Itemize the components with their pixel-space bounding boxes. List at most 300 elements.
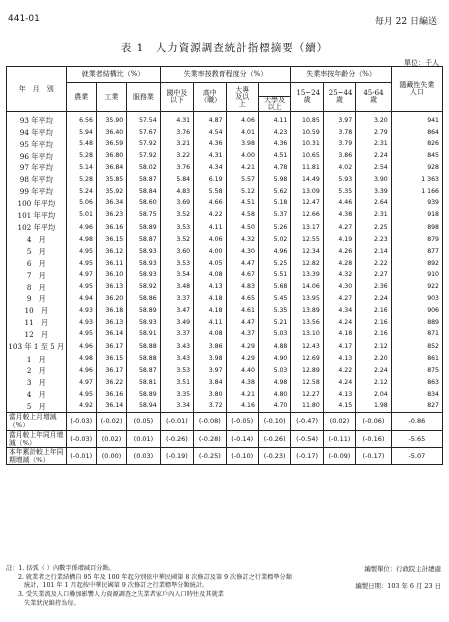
- change-cell: (0.05): [127, 413, 160, 430]
- table-cell: 3.97: [194, 365, 226, 377]
- table-cell: 4.00: [226, 150, 258, 162]
- table-cell: 4.31: [194, 150, 226, 162]
- table-cell: 2.27: [356, 270, 392, 282]
- table-cell: 4.95: [66, 246, 96, 258]
- change-cell: (-0.03): [66, 413, 96, 430]
- table-cell: 3.76: [160, 127, 193, 139]
- table-row: [7, 293, 443, 305]
- table-cell: 4.47: [226, 258, 258, 270]
- table-row: [7, 209, 443, 221]
- table-cell: 58.89: [127, 389, 160, 401]
- change-cell: (-0.11): [323, 430, 355, 447]
- change-cell: (-0.14): [226, 430, 258, 447]
- header-agriculture: 農業: [66, 83, 96, 112]
- change-row-label: 當月較上月增減（%）: [7, 413, 67, 430]
- header-univ-blank: [258, 83, 290, 97]
- table-cell: 10.31: [291, 139, 323, 151]
- table-cell: 4.30: [226, 246, 258, 258]
- change-cell: (-0.03): [66, 430, 96, 447]
- table-cell: 3.51: [160, 377, 193, 389]
- table-cell: 4.19: [323, 234, 355, 246]
- table-cell: 3.34: [160, 401, 193, 413]
- table-cell: 3.86: [323, 150, 355, 162]
- row-label: 97 年平均: [7, 162, 67, 174]
- table-cell: 2.25: [356, 221, 392, 234]
- table-cell: 4.90: [258, 353, 290, 365]
- table-cell: 2.64: [356, 198, 392, 210]
- table-cell: 36.13: [96, 317, 126, 329]
- table-cell: 4.34: [194, 162, 226, 174]
- table-cell: 4.26: [323, 246, 355, 258]
- table-cell: 36.14: [96, 329, 126, 341]
- table-cell: 2.16: [356, 305, 392, 317]
- table-cell: 4.02: [323, 162, 355, 174]
- table-cell: 36.10: [96, 270, 126, 282]
- table-cell: 3.39: [356, 186, 392, 198]
- table-cell: 5.68: [258, 281, 290, 293]
- table-cell: 57.67: [127, 127, 160, 139]
- table-row: [7, 127, 443, 139]
- table-cell: 2.12: [356, 377, 392, 389]
- row-label: 103 年 1 至 5 月: [7, 340, 67, 353]
- row-label: 4 月: [7, 234, 67, 246]
- table-cell: 2.31: [356, 209, 392, 221]
- table-cell: 6.19: [194, 174, 226, 186]
- table-cell: 5.58: [194, 186, 226, 198]
- row-label: 11 月: [7, 317, 67, 329]
- table-cell: 3.84: [194, 377, 226, 389]
- change-cell: (-0.10): [226, 447, 258, 464]
- statistics-table: [6, 66, 443, 465]
- table-cell: 5.25: [258, 258, 290, 270]
- table-cell: 922: [391, 281, 442, 293]
- table-cell: 36.20: [96, 293, 126, 305]
- table-cell: 58.88: [127, 340, 160, 353]
- change-cell: (-0.16): [356, 430, 392, 447]
- table-cell: 3.43: [160, 340, 193, 353]
- table-cell: 5.35: [258, 305, 290, 317]
- row-label: 3 月: [7, 377, 67, 389]
- table-cell: 4.96: [66, 340, 96, 353]
- table-cell: 2.04: [356, 389, 392, 401]
- table-cell: 4.36: [194, 139, 226, 151]
- table-cell: 4.50: [226, 221, 258, 234]
- table-cell: 906: [391, 305, 442, 317]
- row-label: 102 年平均: [7, 221, 67, 234]
- table-cell: 58.86: [127, 293, 160, 305]
- table-cell: 871: [391, 329, 442, 341]
- header-university: 大學及以上: [258, 97, 290, 112]
- table-cell: 5.03: [258, 329, 290, 341]
- table-cell: 4.11: [194, 221, 226, 234]
- compiler-info: [355, 565, 441, 591]
- table-cell: 4.95: [66, 389, 96, 401]
- table-cell: 4.11: [194, 317, 226, 329]
- change-cell: -5.07: [391, 447, 442, 464]
- change-row-label: 當月較上年同月增減（%）: [7, 430, 67, 447]
- table-cell: 4.80: [258, 389, 290, 401]
- table-cell: 5.03: [258, 365, 290, 377]
- table-cell: 3.90: [356, 174, 392, 186]
- change-cell: (-0.02): [96, 413, 126, 430]
- table-cell: 4.17: [323, 340, 355, 353]
- table-cell: 4.13: [194, 281, 226, 293]
- table-row: [7, 317, 443, 329]
- table-cell: 58.92: [127, 281, 160, 293]
- table-cell: 4.15: [323, 401, 355, 413]
- table-cell: 4.18: [323, 329, 355, 341]
- table-cell: 4.13: [323, 353, 355, 365]
- table-cell: 4.31: [160, 112, 193, 127]
- table-cell: 57.92: [127, 139, 160, 151]
- table-cell: 3.35: [160, 389, 193, 401]
- table-cell: 875: [391, 365, 442, 377]
- header-services: 服務業: [127, 83, 160, 112]
- table-cell: 58.87: [127, 174, 160, 186]
- table-cell: 12.66: [291, 209, 323, 221]
- table-cell: 3.53: [160, 221, 193, 234]
- row-label: 7 月: [7, 270, 67, 282]
- note-1: 註：1. 括弧（ ）內數字係增減百分點。: [6, 565, 115, 572]
- change-cell: (-0.05): [226, 413, 258, 430]
- table-cell: 5.28: [66, 174, 96, 186]
- header-age-25-44: 25~44歲: [323, 83, 355, 112]
- table-cell: 3.98: [194, 353, 226, 365]
- table-cell: 4.92: [66, 401, 96, 413]
- table-cell: 3.72: [194, 401, 226, 413]
- table-row: [7, 246, 443, 258]
- change-cell: (-0.28): [194, 430, 226, 447]
- table-cell: 2.36: [356, 281, 392, 293]
- table-cell: 36.59: [96, 139, 126, 151]
- table-cell: 4.51: [258, 150, 290, 162]
- table-cell: 4.32: [226, 234, 258, 246]
- table-cell: 4.96: [66, 221, 96, 234]
- table-cell: 36.11: [96, 258, 126, 270]
- table-cell: 3.53: [160, 258, 193, 270]
- table-cell: 35.85: [96, 174, 126, 186]
- row-label: 12 月: [7, 329, 67, 341]
- table-cell: 4.34: [323, 305, 355, 317]
- table-cell: 13.95: [291, 293, 323, 305]
- table-cell: 4.58: [226, 209, 258, 221]
- table-cell: 58.75: [127, 209, 160, 221]
- table-cell: 3.79: [323, 139, 355, 151]
- table-cell: 58.87: [127, 365, 160, 377]
- row-label: 95 年平均: [7, 139, 67, 151]
- table-cell: 845: [391, 150, 442, 162]
- row-label: 93 年平均: [7, 112, 67, 127]
- table-cell: 58.02: [127, 162, 160, 174]
- change-cell: (-0.54): [291, 430, 323, 447]
- table-cell: 2.23: [356, 234, 392, 246]
- table-row: [7, 150, 443, 162]
- change-cell: (-0.26): [258, 430, 290, 447]
- table-cell: 852: [391, 340, 442, 353]
- table-row: [7, 401, 443, 413]
- table-cell: 2.22: [356, 258, 392, 270]
- table-cell: 4.40: [226, 365, 258, 377]
- table-cell: 3.48: [160, 281, 193, 293]
- table-cell: 4.32: [323, 270, 355, 282]
- table-cell: 3.37: [160, 293, 193, 305]
- change-cell: (-0.17): [356, 447, 392, 464]
- table-cell: 5.21: [258, 317, 290, 329]
- table-cell: 13.56: [291, 317, 323, 329]
- table-row: [7, 221, 443, 234]
- table-row: [7, 186, 443, 198]
- table-cell: 58.84: [127, 186, 160, 198]
- table-cell: 4.38: [226, 377, 258, 389]
- table-cell: 5.14: [66, 162, 96, 174]
- table-cell: 10.65: [291, 150, 323, 162]
- change-cell: (-0.25): [194, 447, 226, 464]
- table-cell: 36.22: [96, 377, 126, 389]
- table-cell: 4.47: [226, 317, 258, 329]
- table-cell: 2.16: [356, 329, 392, 341]
- row-label: 94 年平均: [7, 127, 67, 139]
- table-cell: 3.98: [226, 139, 258, 151]
- table-row: [7, 198, 443, 210]
- table-cell: 35.90: [96, 112, 126, 127]
- row-label: 9 月: [7, 293, 67, 305]
- change-cell: (0.03): [127, 447, 160, 464]
- change-cell: (-0.19): [160, 447, 193, 464]
- table-cell: 4.29: [226, 340, 258, 353]
- table-row: [7, 258, 443, 270]
- table-row: [7, 162, 443, 174]
- table-cell: 4.66: [194, 198, 226, 210]
- change-row: [7, 413, 443, 430]
- table-cell: 58.91: [127, 329, 160, 341]
- header-industry: 工業: [96, 83, 126, 112]
- table-cell: 36.12: [96, 246, 126, 258]
- table-cell: 10.59: [291, 127, 323, 139]
- table-cell: 6.56: [66, 112, 96, 127]
- table-cell: 3.52: [160, 234, 193, 246]
- table-cell: 10.85: [291, 112, 323, 127]
- row-label: 101 年平均: [7, 209, 67, 221]
- header-junior-high: 國中及以下: [160, 83, 193, 112]
- note-3b: 失業狀況維持為每。: [24, 599, 80, 607]
- table-cell: 5.18: [258, 198, 290, 210]
- row-label: 98 年平均: [7, 174, 67, 186]
- table-cell: 4.95: [66, 281, 96, 293]
- table-cell: 864: [391, 127, 442, 139]
- table-row: [7, 139, 443, 151]
- table-cell: 36.84: [96, 162, 126, 174]
- table-cell: 36.15: [96, 234, 126, 246]
- table-cell: 1 363: [391, 174, 442, 186]
- table-cell: 4.21: [226, 162, 258, 174]
- table-cell: 910: [391, 270, 442, 282]
- table-cell: 5.26: [258, 221, 290, 234]
- table-cell: 861: [391, 353, 442, 365]
- table-row: [7, 377, 443, 389]
- table-cell: 3.97: [323, 112, 355, 127]
- change-cell: (-0.08): [194, 413, 226, 430]
- table-cell: 2.16: [356, 317, 392, 329]
- table-cell: 5.98: [258, 174, 290, 186]
- table-cell: 4.18: [194, 293, 226, 305]
- table-cell: 4.61: [226, 305, 258, 317]
- table-cell: 3.20: [356, 112, 392, 127]
- table-cell: 36.15: [96, 353, 126, 365]
- change-cell: (-0.06): [356, 413, 392, 430]
- table-cell: 5.45: [258, 293, 290, 305]
- table-cell: 3.52: [160, 209, 193, 221]
- change-cell: (-0.09): [323, 447, 355, 464]
- change-cell: (-0.17): [291, 447, 323, 464]
- row-label: 5 月: [7, 401, 67, 413]
- table-cell: 13.17: [291, 221, 323, 234]
- table-cell: 4.94: [66, 293, 96, 305]
- table-cell: 36.13: [96, 281, 126, 293]
- table-cell: 3.49: [160, 317, 193, 329]
- table-cell: 36.17: [96, 365, 126, 377]
- table-cell: 5.93: [323, 174, 355, 186]
- table-cell: 36.23: [96, 209, 126, 221]
- table-cell: 5.84: [160, 174, 193, 186]
- table-cell: 57.92: [127, 150, 160, 162]
- page-code: 441-01: [8, 14, 40, 24]
- table-cell: 1 166: [391, 186, 442, 198]
- change-cell: (0.01): [127, 430, 160, 447]
- table-cell: 4.30: [323, 281, 355, 293]
- table-cell: 5.48: [66, 139, 96, 151]
- header-unemp-by-age: 失業率按年齡分（%）: [291, 67, 391, 83]
- table-cell: 4.08: [194, 270, 226, 282]
- table-cell: 36.16: [96, 221, 126, 234]
- table-cell: 14.49: [291, 174, 323, 186]
- change-cell: (0.00): [96, 447, 126, 464]
- table-cell: 4.37: [226, 329, 258, 341]
- table-cell: 4.46: [323, 198, 355, 210]
- table-cell: 12.58: [291, 377, 323, 389]
- table-cell: 3.21: [160, 139, 193, 151]
- table-row: [7, 329, 443, 341]
- table-cell: 3.80: [194, 389, 226, 401]
- table-cell: 4.88: [258, 340, 290, 353]
- table-cell: 3.60: [160, 246, 193, 258]
- table-cell: 928: [391, 162, 442, 174]
- table-cell: 939: [391, 198, 442, 210]
- table-cell: 4.83: [226, 281, 258, 293]
- table-cell: 4.16: [226, 401, 258, 413]
- table-cell: 826: [391, 139, 442, 151]
- table-cell: 2.24: [356, 293, 392, 305]
- change-row: [7, 447, 443, 464]
- table-cell: 12.43: [291, 340, 323, 353]
- table-cell: 4.27: [323, 293, 355, 305]
- table-cell: 834: [391, 389, 442, 401]
- table-cell: 58.93: [127, 270, 160, 282]
- table-cell: 4.27: [323, 221, 355, 234]
- table-cell: 4.87: [194, 112, 226, 127]
- table-cell: 4.21: [226, 389, 258, 401]
- header-age-45-64: 45-64歲: [356, 83, 392, 112]
- table-cell: 11.80: [291, 401, 323, 413]
- header-unemp-by-education: 失業率按教育程度分（%）: [160, 67, 291, 83]
- table-cell: 4.06: [194, 234, 226, 246]
- table-cell: 58.89: [127, 305, 160, 317]
- table-cell: 36.16: [96, 389, 126, 401]
- table-title: 表 1 人力資源調查統計指標摘要（續）: [120, 42, 329, 54]
- table-cell: 3.37: [160, 329, 193, 341]
- table-cell: 892: [391, 258, 442, 270]
- publish-schedule: 每月 22 日編送: [374, 17, 437, 27]
- table-cell: 5.51: [258, 270, 290, 282]
- header-senior-high: 高中（職）: [194, 83, 226, 112]
- table-cell: 898: [391, 221, 442, 234]
- table-cell: 4.24: [323, 377, 355, 389]
- table-cell: 2.14: [356, 246, 392, 258]
- table-cell: 4.18: [194, 305, 226, 317]
- table-cell: 12.69: [291, 353, 323, 365]
- table-cell: 4.00: [194, 246, 226, 258]
- row-label: 100 年平均: [7, 198, 67, 210]
- note-3a: 3. 受失業流及人口疊加影響人力資源調查之失業者家戶內人口時往及其就業: [18, 591, 224, 599]
- table-cell: 11.81: [291, 162, 323, 174]
- table-cell: 5.37: [258, 209, 290, 221]
- table-cell: 4.98: [66, 353, 96, 365]
- table-cell: 4.96: [66, 365, 96, 377]
- table-cell: 4.96: [258, 246, 290, 258]
- table-cell: 58.93: [127, 246, 160, 258]
- table-cell: 58.88: [127, 353, 160, 365]
- table-cell: 4.05: [194, 258, 226, 270]
- table-cell: 36.40: [96, 127, 126, 139]
- table-cell: 4.95: [66, 329, 96, 341]
- table-cell: 4.70: [258, 401, 290, 413]
- table-cell: 5.62: [258, 186, 290, 198]
- table-cell: 5.01: [66, 209, 96, 221]
- table-cell: 2.12: [356, 340, 392, 353]
- compile-date: 編製日期：103 年 6 月 23 日: [355, 581, 441, 590]
- table-cell: 4.65: [226, 293, 258, 305]
- row-label: 6 月: [7, 258, 67, 270]
- header-year-month: 年 月 別: [7, 67, 67, 112]
- table-cell: 5.28: [66, 150, 96, 162]
- table-cell: 4.98: [258, 377, 290, 389]
- table-cell: 5.35: [323, 186, 355, 198]
- table-row: [7, 389, 443, 401]
- table-cell: 4.01: [226, 127, 258, 139]
- table-cell: 4.97: [66, 270, 96, 282]
- table-cell: 4.11: [258, 112, 290, 127]
- table-cell: 4.95: [66, 258, 96, 270]
- table-row: [7, 112, 443, 127]
- row-label: 10 月: [7, 305, 67, 317]
- table-cell: 12.55: [291, 234, 323, 246]
- table-cell: 4.29: [226, 353, 258, 365]
- change-cell: (0.02): [323, 413, 355, 430]
- row-label: 1 月: [7, 353, 67, 365]
- header-college: 大專及以上: [226, 83, 258, 112]
- table-cell: 5.06: [66, 198, 96, 210]
- header-age-15-24: 15~24歲: [291, 83, 323, 112]
- table-row: [7, 353, 443, 365]
- table-row: [7, 234, 443, 246]
- compiler-unit: 編製單位：行政院主計總處: [364, 565, 441, 573]
- table-cell: 4.93: [66, 305, 96, 317]
- table-cell: 3.43: [160, 353, 193, 365]
- row-label: 4 月: [7, 389, 67, 401]
- table-cell: 4.54: [194, 127, 226, 139]
- table-cell: 889: [391, 317, 442, 329]
- table-cell: 941: [391, 112, 442, 127]
- table-cell: 2.20: [356, 353, 392, 365]
